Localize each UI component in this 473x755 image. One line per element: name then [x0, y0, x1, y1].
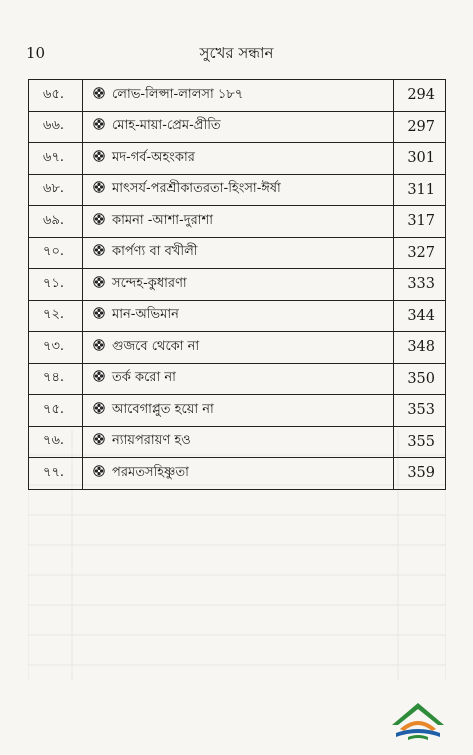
- toc-chapter-title: ন্যায়পরায়ণ হও: [112, 433, 191, 449]
- flower-bullet-icon: [93, 276, 105, 288]
- toc-page-number: 327: [394, 237, 446, 269]
- toc-chapter-title: পরমতসহিষ্ণুতা: [112, 464, 189, 480]
- toc-row[interactable]: [29, 363, 446, 395]
- toc-chapter-title: মান-অভিমান: [112, 307, 179, 323]
- toc-chapter-title-cell: [83, 80, 394, 112]
- flower-bullet-icon: [93, 150, 105, 162]
- toc-chapter-title-cell: [83, 206, 394, 238]
- toc-row[interactable]: [29, 269, 446, 301]
- toc-chapter-number: ৬৮.: [29, 174, 83, 206]
- toc-chapter-number: ৭২.: [29, 300, 83, 332]
- toc-page-number: 317: [394, 206, 446, 238]
- flower-bullet-icon: [93, 370, 105, 382]
- toc-row[interactable]: [29, 300, 446, 332]
- toc-chapter-number: ৬৭.: [29, 143, 83, 175]
- toc-body: [29, 80, 446, 490]
- toc-chapter-title: তর্ক করো না: [112, 370, 176, 386]
- bleed-through-table: [28, 430, 446, 680]
- toc-chapter-title-cell: [83, 363, 394, 395]
- toc-row[interactable]: [29, 174, 446, 206]
- toc-chapter-number: ৭৫.: [29, 395, 83, 427]
- page-number: 10: [26, 44, 46, 62]
- toc-page-number: 348: [394, 332, 446, 364]
- toc-page-number: 301: [394, 143, 446, 175]
- toc-row[interactable]: [29, 206, 446, 238]
- toc-row[interactable]: [29, 143, 446, 175]
- flower-bullet-icon: [93, 118, 105, 130]
- toc-chapter-number: ৭৪.: [29, 363, 83, 395]
- toc-chapter-number: ৬৬.: [29, 111, 83, 143]
- toc-page-number: 350: [394, 363, 446, 395]
- toc-row[interactable]: [29, 80, 446, 112]
- toc-page-number: 333: [394, 269, 446, 301]
- toc-chapter-title-cell: [83, 269, 394, 301]
- toc-chapter-title: গুজবে থেকো না: [112, 338, 200, 354]
- running-title: সুখের সন্ধান: [199, 44, 274, 62]
- toc-chapter-number: ৭০.: [29, 237, 83, 269]
- toc-chapter-title: সন্দেহ-কুধারণা: [112, 275, 187, 291]
- toc-chapter-title-cell: [83, 174, 394, 206]
- toc-page-number: 353: [394, 395, 446, 427]
- flower-bullet-icon: [93, 339, 105, 351]
- flower-bullet-icon: [93, 213, 105, 225]
- toc-chapter-title: আবেগাপ্লুত হয়ো না: [112, 401, 214, 417]
- toc-row[interactable]: [29, 237, 446, 269]
- flower-bullet-icon: [93, 307, 105, 319]
- toc-chapter-number: ৬৫.: [29, 80, 83, 112]
- toc-row[interactable]: [29, 332, 446, 364]
- flower-bullet-icon: [93, 181, 105, 193]
- toc-page-number: 297: [394, 111, 446, 143]
- toc-chapter-title: মাৎসর্য-পরশ্রীকাতরতা-হিংসা-ঈর্ষা: [112, 181, 281, 197]
- flower-bullet-icon: [93, 402, 105, 414]
- toc-chapter-title-cell: [83, 111, 394, 143]
- toc-chapter-title-cell: [83, 395, 394, 427]
- toc-page-number: 294: [394, 80, 446, 112]
- toc-page-number: 355: [394, 426, 446, 458]
- toc-chapter-title-cell: [83, 332, 394, 364]
- toc-chapter-number: ৬৯.: [29, 206, 83, 238]
- toc-page-number: 344: [394, 300, 446, 332]
- toc-chapter-title-cell: [83, 237, 394, 269]
- flower-bullet-icon: [93, 87, 105, 99]
- toc-chapter-title: কার্পণ্য বা বখীলী: [112, 244, 198, 260]
- toc-page-number: 311: [394, 174, 446, 206]
- toc-chapter-number: ৭৭.: [29, 458, 83, 490]
- toc-chapter-title: লোভ-লিপ্সা-লালসা ১৮৭: [112, 86, 244, 102]
- toc-chapter-title-cell: [83, 143, 394, 175]
- toc-chapter-number: ৭৩.: [29, 332, 83, 364]
- publisher-logo-icon: [386, 695, 450, 743]
- toc-chapter-title-cell: [83, 300, 394, 332]
- toc-chapter-title: মদ-গর্ব-অহংকার: [112, 149, 195, 165]
- toc-chapter-number: ৭১.: [29, 269, 83, 301]
- toc-row[interactable]: [29, 395, 446, 427]
- table-of-contents: [28, 79, 446, 490]
- page-header: [0, 0, 473, 70]
- toc-row[interactable]: [29, 111, 446, 143]
- toc-chapter-title: কামনা -আশা-দুরাশা: [112, 212, 213, 228]
- toc-page-number: 359: [394, 458, 446, 490]
- flower-bullet-icon: [93, 244, 105, 256]
- toc-chapter-title: মোহ-মায়া-প্রেম-প্রীতি: [112, 118, 221, 134]
- toc-chapter-number: ৭৬.: [29, 426, 83, 458]
